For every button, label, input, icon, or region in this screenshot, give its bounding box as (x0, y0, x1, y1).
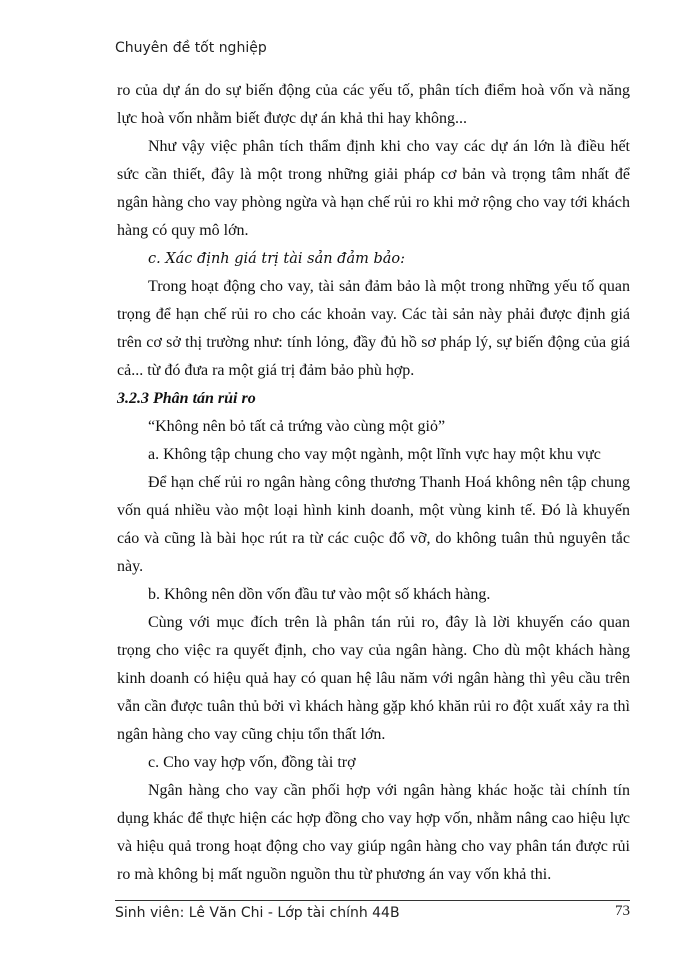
subheading: c. Xác định giá trị tài sản đảm bảo: (148, 251, 405, 267)
page-body (117, 77, 630, 889)
paragraph: Trong hoạt động cho vay, tài sản đảm bảo là một trong những yếu tố quan trọng để hạn chế rủi ro cho các khoản vay. Các tài sản này phải được định giá trên cơ sở thị trường như: tính lỏng, đầy đủ hồ sơ pháp lý, sự biến động của giá cả... từ đó đưa ra một giá trị đảm bảo phù hợp. (117, 278, 630, 379)
paragraph: Ngân hàng cho vay cần phối hợp với ngân hàng khác hoặc tài chính tín dụng khác để thực hiện các hợp đồng cho vay hợp vốn, nhằm nâng cao hiệu lực và hiệu quả trong hoạt động cho vay giúp ngân hàng cho vay phân tán được rủi ro mà không bị mất nguồn nguồn thu từ phương án vay vốn khả thi. (117, 782, 630, 883)
footer-divider (115, 900, 630, 901)
list-item: a. Không tập chung cho vay một ngành, một lĩnh vực hay một khu vực (148, 446, 601, 463)
list-item: b. Không nên dồn vốn đầu tư vào một số khách hàng. (148, 586, 491, 603)
paragraph: Cùng với mục đích trên là phân tán rủi ro, đây là lời khuyến cáo quan trọng cho việc ra quyết định, cho vay của ngân hàng. Cho dù một khách hàng kinh doanh có hiệu quả hay có quan hệ lâu năm với ngân hàng thì yêu cầu trên vẫn cần được tuân thủ bởi vì khách hàng gặp khó khăn rủi ro đột xuất xảy ra thì ngân hàng cho vay cũng chịu tổn thất lớn. (117, 614, 630, 743)
paragraph: Để hạn chế rủi ro ngân hàng công thương Thanh Hoá không nên tập chung vốn quá nhiều vào một loại hình kinh doanh, một vùng kinh tế. Đó là khuyến cáo và cũng là bài học rút ra từ các cuộc đổ vỡ, do không tuân thủ nguyên tắc này. (117, 474, 630, 575)
section-heading: 3.2.3 Phân tán rủi ro (117, 390, 256, 407)
quote: “Không nên bỏ tất cả trứng vào cùng một giỏ” (148, 418, 446, 435)
page-number: 73 (615, 903, 630, 919)
paragraph: Như vậy việc phân tích thẩm định khi cho vay các dự án lớn là điều hết sức cần thiết, đây là một trong những giải pháp cơ bản và trọng tâm nhất để ngân hàng cho vay phòng ngừa và hạn chế rủi ro khi mở rộng cho vay tới khách hàng có quy mô lớn. (117, 138, 630, 239)
footer-student: Sinh viên: Lê Văn Chi - Lớp tài chính 44B (115, 905, 400, 921)
list-item: c. Cho vay hợp vốn, đồng tài trợ (148, 754, 356, 771)
paragraph: ro của dự án do sự biến động của các yếu tố, phân tích điểm hoà vốn và năng lực hoà vốn nhằm biết được dự án khả thi hay không... (117, 82, 630, 127)
running-header: Chuyên đề tốt nghiệp (115, 40, 267, 56)
